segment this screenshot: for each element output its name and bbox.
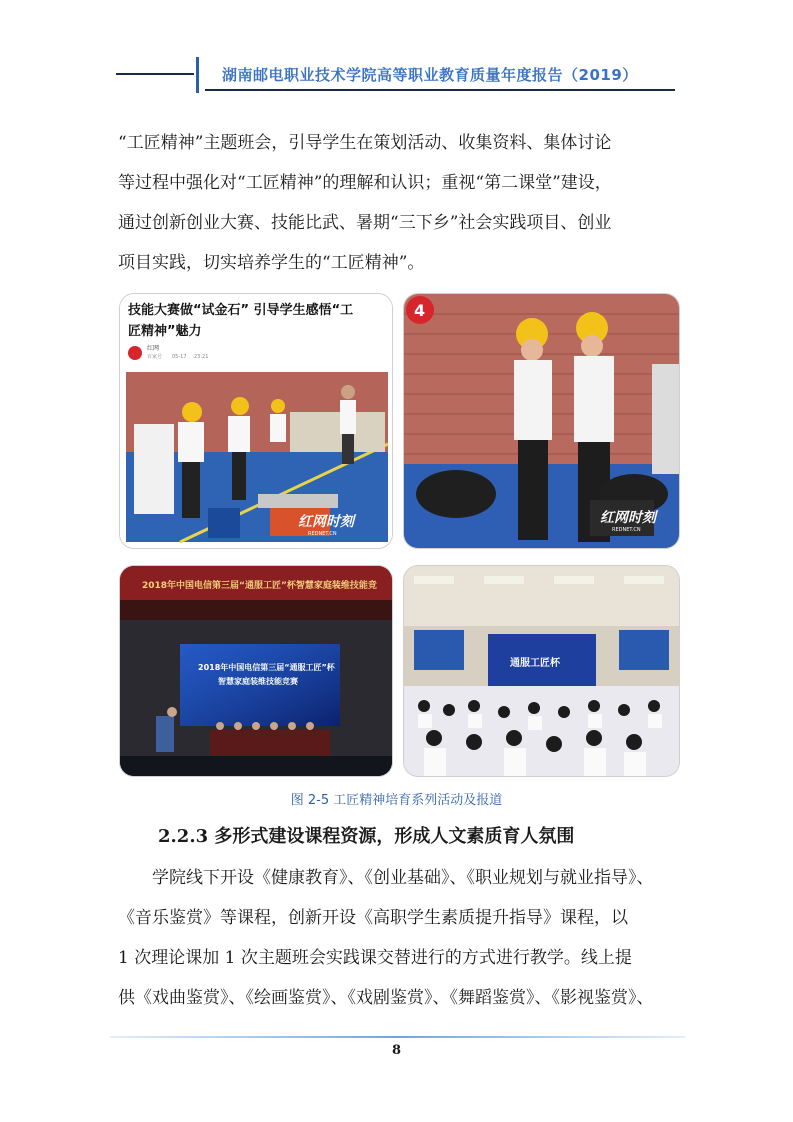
news-headline-line2: 匠精神”魅力: [128, 324, 202, 339]
competition-stage-graphic: [120, 566, 392, 776]
paragraph-line: 《音乐鉴赏》等课程，创新开设《高职学生素质提升指导》课程，以: [118, 908, 628, 928]
students-wiring-graphic: [404, 294, 679, 548]
header-rule-left: [116, 73, 194, 75]
section-heading: 2.2.3 多形式建设课程资源，形成人文素质育人氛围: [158, 826, 575, 847]
screen-title-line2: 智慧家庭装维技能竞赛: [218, 677, 298, 686]
news-date: 05-17: [172, 354, 187, 360]
footer-rule: [110, 1036, 685, 1038]
banner-top-text: 2018年中国电信第三届“通服工匠”杯智慧家庭装维技能竞: [142, 581, 377, 591]
students-wiring-photo: [404, 294, 679, 548]
news-headline-line1: 技能大赛做“试金石” 引导学生感悟“工: [128, 303, 354, 318]
rednet-watermark: 红网时刻: [298, 514, 354, 530]
conference-hall-photo: [404, 566, 679, 776]
header-rule-right: [205, 89, 675, 91]
page-number: 8: [391, 1043, 402, 1058]
news-time: 23:21: [194, 354, 209, 360]
paragraph-line: 学院线下开设《健康教育》、《创业基础》、《职业规划与就业指导》、: [152, 868, 654, 888]
paragraph-line: 供《戏曲鉴赏》、《绘画鉴赏》、《戏剧鉴赏》、《舞蹈鉴赏》、《影视鉴赏》、: [118, 988, 654, 1008]
news-source-sub: 百家号: [147, 354, 163, 360]
rednet-logo-icon: [128, 346, 142, 360]
screen-title-line1: 2018年中国电信第三届“通服工匠”杯: [198, 663, 335, 672]
body-paragraph-1: [118, 123, 678, 283]
figure-caption: 图 2-5 工匠精神培育系列活动及报道: [290, 793, 503, 808]
screen2-title: 通服工匠杯: [510, 658, 560, 669]
body-paragraph-2: [118, 858, 678, 1018]
paragraph-line: 等过程中强化对“工匠精神”的理解和认识；重视“第二课堂”建设，: [118, 173, 612, 193]
header-accent-bar: [196, 57, 199, 93]
rednet-watermark-domain: REDNET.CN: [612, 527, 641, 533]
paragraph-line: 通过创新创业大赛、技能比武、暑期“三下乡”社会实践项目、创业: [118, 213, 612, 233]
rednet-watermark-domain: REDNET.CN: [308, 531, 337, 537]
paragraph-line: 1 次理论课加 1 次主题班会实践课交替进行的方式进行教学。线上提: [118, 948, 632, 968]
paragraph-line: “工匠精神”主题班会，引导学生在策划活动、收集资料、集体讨论: [118, 133, 612, 153]
paragraph-line: 项目实践，切实培养学生的“工匠精神”。: [118, 253, 425, 273]
news-article-screenshot: [120, 294, 392, 548]
news-source: 红网: [147, 345, 160, 352]
rednet-watermark: 红网时刻: [600, 510, 656, 526]
conference-hall-graphic: [404, 566, 679, 776]
report-title: 湖南邮电职业技术学院高等职业教育质量年度报告（2019）: [222, 66, 638, 84]
competition-stage-photo: [120, 566, 392, 776]
news-article-graphic: [120, 294, 392, 548]
svg-text:4: 4: [414, 301, 426, 320]
